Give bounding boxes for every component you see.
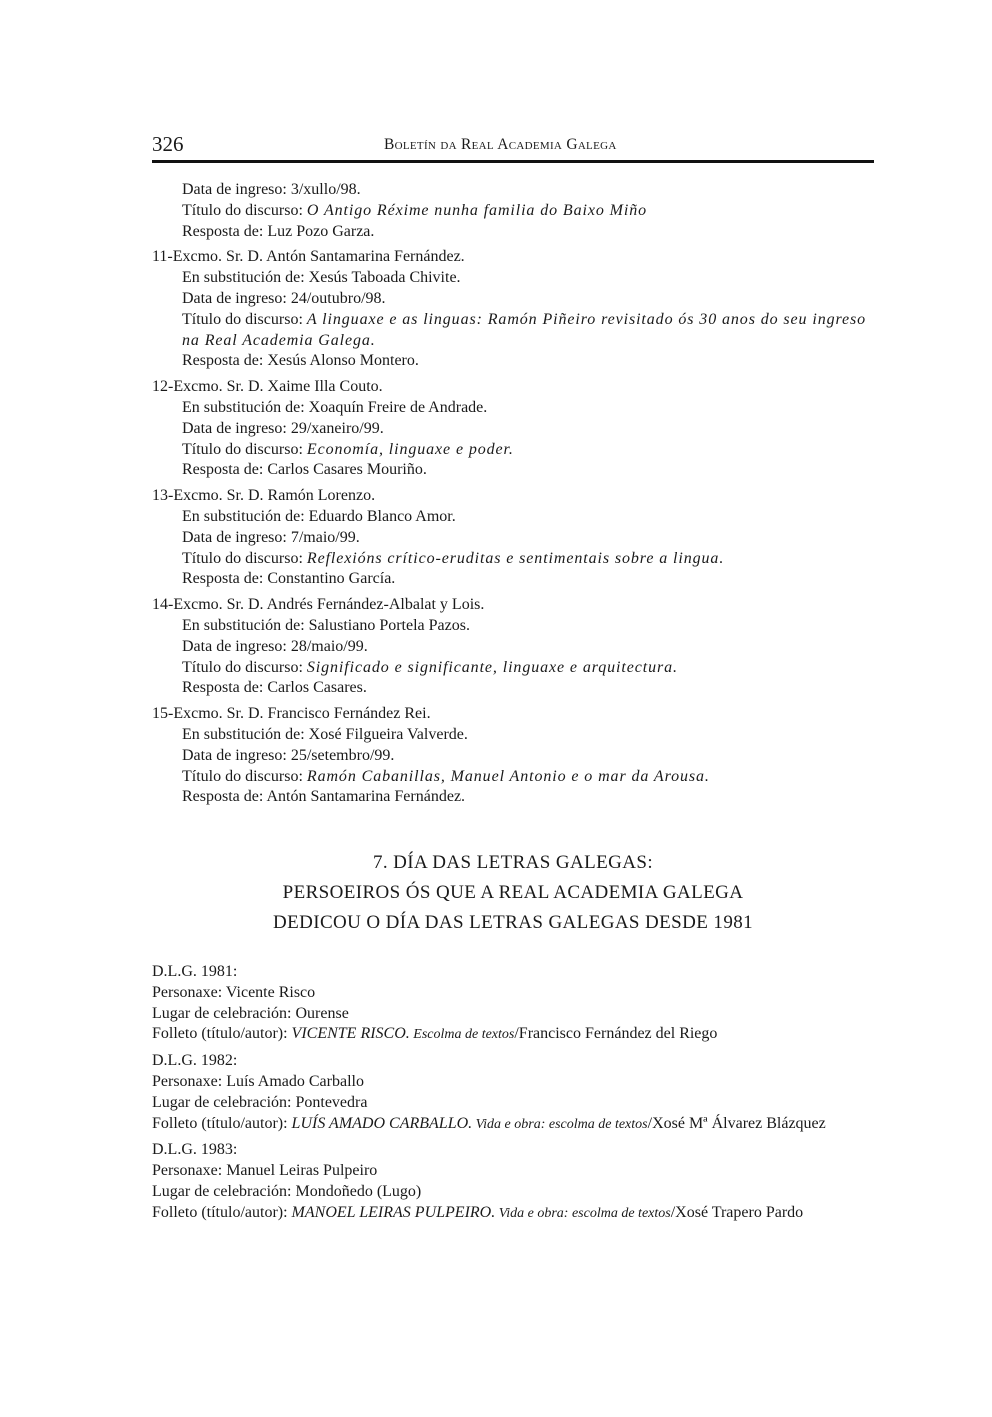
- entry-data-ingreso: [152, 419, 874, 440]
- field-label: Resposta de:: [182, 788, 267, 806]
- academician-list: [152, 180, 874, 813]
- dlg-entry: [152, 1140, 874, 1224]
- field-label: Data de ingreso:: [182, 528, 291, 546]
- field-value: Salustiano Portela Pazos.: [308, 616, 470, 634]
- section-heading-line: PERSOEIROS ÓS QUE A REAL ACADEMIA GALEGA: [282, 882, 744, 903]
- field-label: Personaxe:: [152, 1072, 227, 1090]
- field-label: Personaxe:: [152, 1162, 227, 1180]
- field-value: Eduardo Blanco Amor.: [308, 507, 456, 525]
- field-value: Luís Amado Carballo: [226, 1072, 364, 1090]
- field-value: 28/maio/99.: [290, 637, 368, 655]
- field-value: Ourense: [295, 1004, 349, 1022]
- folleto-subtitle: Escolma de textos: [409, 1027, 515, 1043]
- dlg-folleto: [152, 1024, 874, 1046]
- discourse-title: Reflexións crítico-eruditas e sentimentais sobre a lingua.: [306, 549, 725, 567]
- field-value: 3/xullo/98.: [290, 181, 361, 198]
- field-label: Título do discurso:: [182, 658, 307, 676]
- field-value: Antón Santamarina Fernández.: [266, 788, 466, 806]
- academician-entry: [152, 377, 874, 481]
- field-label: Resposta de:: [182, 570, 268, 588]
- entry-name: 13-Excmo. Sr. D. Ramón Lorenzo.: [152, 487, 376, 505]
- entry-substitucion: [152, 268, 874, 289]
- dlg-lugar: [152, 1093, 874, 1114]
- entry-name: 12-Excmo. Sr. D. Xaime Illa Couto.: [152, 378, 383, 396]
- page-number: 326: [152, 132, 184, 156]
- field-value: 25/setembro/99.: [290, 746, 395, 764]
- dlg-year: D.L.G. 1981:: [152, 963, 238, 980]
- field-value: Pontevedra: [295, 1093, 368, 1111]
- dlg-list: [152, 962, 874, 1230]
- field-label: Data de ingreso:: [182, 181, 291, 198]
- field-label: Resposta de:: [182, 679, 268, 697]
- entry-titulo: [152, 767, 874, 788]
- field-label: Folleto (título/autor):: [152, 1025, 292, 1043]
- field-value: Manuel Leiras Pulpeiro: [226, 1162, 378, 1180]
- entry-resposta: [152, 787, 874, 808]
- dlg-year: D.L.G. 1983:: [152, 1141, 238, 1159]
- field-label: Título do discurso:: [182, 440, 307, 458]
- folleto-author: /Francisco Fernández del Riego: [514, 1025, 718, 1043]
- field-label: Personaxe:: [152, 983, 226, 1001]
- field-label: En substitución de:: [182, 507, 309, 525]
- entry-name: 15-Excmo. Sr. D. Francisco Fernández Rei.: [152, 705, 431, 723]
- field-value: Luz Pozo Garza.: [267, 222, 375, 240]
- field-value: Xesús Taboada Chivite.: [308, 269, 461, 287]
- field-value: Mondoñedo (Lugo): [295, 1182, 422, 1200]
- field-value: Carlos Casares.: [267, 679, 367, 697]
- entry-resposta: [152, 678, 874, 699]
- discourse-title: Economía, linguaxe e poder.: [306, 440, 514, 458]
- dlg-folleto: [152, 1203, 874, 1225]
- academician-entry: [152, 180, 874, 242]
- field-label: Folleto (título/autor):: [152, 1114, 292, 1132]
- entry-substitucion: [152, 398, 874, 419]
- field-label: Título do discurso:: [182, 310, 307, 328]
- entry-resposta: [152, 222, 874, 243]
- field-label: En substitución de:: [182, 616, 309, 634]
- field-label: En substitución de:: [182, 398, 309, 416]
- dlg-year: D.L.G. 1982:: [152, 1052, 238, 1070]
- section-heading: [152, 848, 874, 938]
- field-label: Data de ingreso:: [182, 289, 291, 307]
- field-value: Xosé Filgueira Valverde.: [308, 725, 468, 743]
- field-label: Lugar de celebración:: [152, 1004, 296, 1022]
- dlg-lugar: [152, 1182, 874, 1203]
- field-label: Título do discurso:: [182, 201, 307, 219]
- field-value: 29/xaneiro/99.: [290, 419, 384, 437]
- field-label: Data de ingreso:: [182, 419, 291, 437]
- entry-resposta: [152, 569, 874, 590]
- dlg-personaxe: [152, 1161, 874, 1182]
- field-label: Folleto (título/autor):: [152, 1203, 292, 1221]
- entry-data-ingreso: [152, 180, 874, 201]
- page-header: [152, 130, 874, 163]
- entry-data-ingreso: [152, 637, 874, 658]
- academician-entry: [152, 486, 874, 590]
- field-label: Resposta de:: [182, 222, 268, 240]
- running-title: Boletín da Real Academia Galega: [384, 136, 617, 153]
- entry-name: 11-Excmo. Sr. D. Antón Santamarina Fernández.: [152, 248, 465, 266]
- field-value: Xesús Alonso Montero.: [267, 352, 419, 370]
- dlg-entry: [152, 962, 874, 1046]
- field-value: Constantino García.: [267, 570, 396, 588]
- dlg-personaxe: [152, 1072, 874, 1093]
- field-label: Lugar de celebración:: [152, 1093, 296, 1111]
- field-value: Carlos Casares Mouriño.: [267, 461, 427, 479]
- entry-substitucion: [152, 725, 874, 746]
- field-label: Data de ingreso:: [182, 637, 291, 655]
- field-value: Xoaquín Freire de Andrade.: [308, 398, 488, 416]
- discourse-title: Significado e significante, linguaxe e arquitectura.: [306, 658, 678, 676]
- academician-entry: [152, 595, 874, 699]
- field-value: 24/outubro/98.: [290, 289, 386, 307]
- field-label: Lugar de celebración:: [152, 1182, 296, 1200]
- field-label: Resposta de:: [182, 352, 268, 370]
- entry-substitucion: [152, 507, 874, 528]
- folleto-title: LUÍS AMADO CARBALLO.: [291, 1114, 473, 1132]
- academician-entry: [152, 247, 874, 372]
- academician-entry: [152, 704, 874, 808]
- entry-data-ingreso: [152, 528, 874, 549]
- entry-data-ingreso: [152, 746, 874, 767]
- entry-titulo: [152, 440, 874, 461]
- entry-titulo: [152, 658, 874, 679]
- field-label: Resposta de:: [182, 461, 268, 479]
- dlg-entry: [152, 1051, 874, 1135]
- dlg-lugar: [152, 1004, 874, 1025]
- field-label: En substitución de:: [182, 269, 309, 287]
- folleto-title: MANOEL LEIRAS PULPEIRO.: [291, 1203, 496, 1221]
- entry-resposta: [152, 351, 874, 372]
- folleto-author: /Xosé Trapero Pardo: [670, 1203, 804, 1221]
- entry-name: 14-Excmo. Sr. D. Andrés Fernández-Albalat y Lois.: [152, 596, 485, 614]
- field-label: En substitución de:: [182, 725, 309, 743]
- entry-titulo: [152, 201, 874, 222]
- discourse-title: Ramón Cabanillas, Manuel Antonio e o mar da Arousa.: [306, 767, 710, 785]
- dlg-folleto: [152, 1114, 874, 1136]
- field-value: 7/maio/99.: [290, 528, 360, 546]
- section-heading-line: DEDICOU O DÍA DAS LETRAS GALEGAS DESDE 1981: [272, 912, 754, 933]
- field-value: Vicente Risco: [225, 983, 316, 1001]
- folleto-title: VICENTE RISCO.: [291, 1025, 410, 1043]
- folleto-author: /Xosé Mª Álvarez Blázquez: [647, 1114, 826, 1132]
- field-label: Título do discurso:: [182, 549, 307, 567]
- entry-titulo: [152, 549, 874, 570]
- field-label: Data de ingreso:: [182, 746, 291, 764]
- field-label: Título do discurso:: [182, 767, 307, 785]
- folleto-subtitle: Vida e obra: escolma de textos: [472, 1116, 648, 1132]
- folleto-subtitle: Vida e obra: escolma de textos: [495, 1205, 671, 1221]
- section-heading-line: 7. DÍA DAS LETRAS GALEGAS:: [372, 852, 654, 873]
- discourse-title: A linguaxe e as linguas: Ramón Piñeiro revisitado ós 30 anos do seu ingreso na Real Academia Galega.: [182, 310, 867, 349]
- entry-substitucion: [152, 616, 874, 637]
- entry-data-ingreso: [152, 289, 874, 310]
- entry-resposta: [152, 460, 874, 481]
- dlg-personaxe: [152, 983, 874, 1004]
- discourse-title: O Antigo Réxime nunha familia do Baixo Miño: [306, 201, 648, 219]
- entry-titulo: [152, 310, 874, 352]
